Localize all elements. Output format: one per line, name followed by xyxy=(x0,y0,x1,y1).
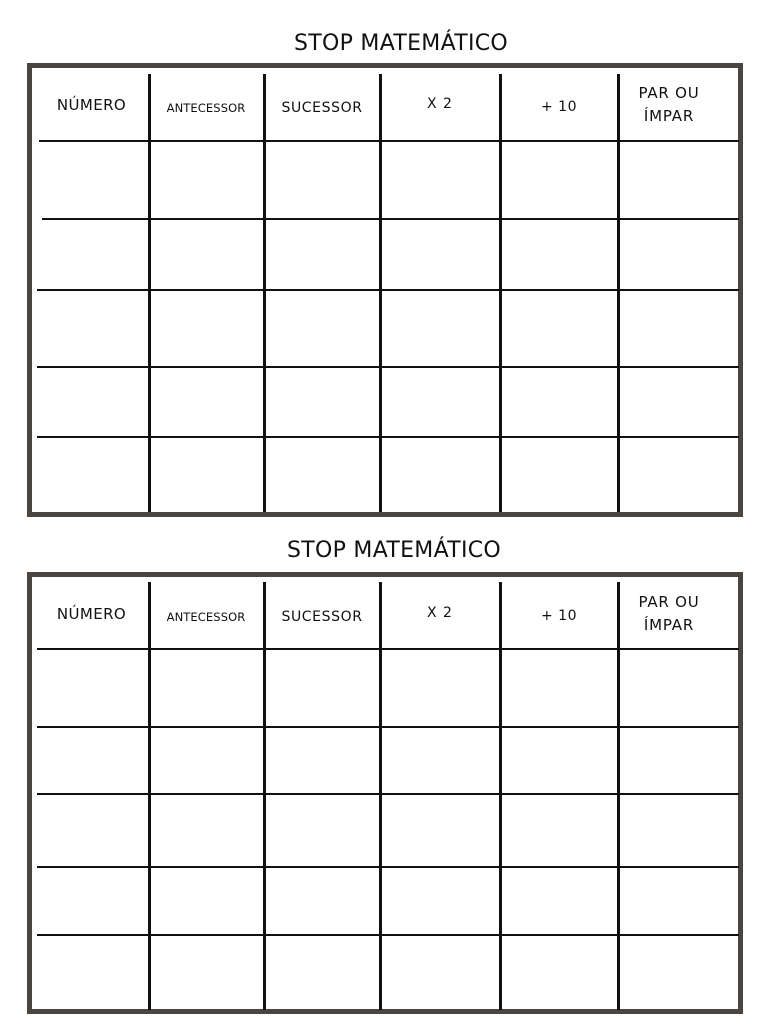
column-header-plus10: + 10 xyxy=(541,99,577,115)
header-divider xyxy=(37,648,739,650)
header-divider xyxy=(39,140,739,142)
column-header-antecessor: ANTECESSOR xyxy=(166,610,246,624)
column-header-x2: X 2 xyxy=(427,96,453,112)
stop-table xyxy=(27,63,743,517)
column-header-plus10: + 10 xyxy=(541,608,577,624)
row-divider xyxy=(37,934,739,936)
column-divider xyxy=(148,582,151,1010)
column-header-par-ou-impar xyxy=(619,591,719,637)
column-header-par-ou-impar xyxy=(619,82,719,128)
column-header-par-line1: PAR OU xyxy=(638,593,700,611)
worksheet-title: STOP MATEMÁTICO xyxy=(286,538,502,563)
column-divider xyxy=(263,582,266,1010)
column-header-par-line2: ÍMPAR xyxy=(643,616,695,634)
row-divider xyxy=(37,289,739,291)
stop-table xyxy=(27,572,743,1014)
column-divider xyxy=(379,582,382,1010)
row-divider xyxy=(37,726,739,728)
column-divider xyxy=(617,582,620,1010)
row-divider xyxy=(42,218,739,220)
column-header-par-line1: PAR OU xyxy=(638,84,700,102)
row-divider xyxy=(37,366,739,368)
row-divider xyxy=(37,866,739,868)
column-divider xyxy=(499,582,502,1010)
column-header-sucessor: SUCESSOR xyxy=(281,100,363,116)
column-header-sucessor: SUCESSOR xyxy=(281,609,363,625)
row-divider xyxy=(37,793,739,795)
row-divider xyxy=(37,436,739,438)
column-header-x2: X 2 xyxy=(427,605,453,621)
column-header-numero: NÚMERO xyxy=(56,605,127,623)
column-header-antecessor: ANTECESSOR xyxy=(166,101,246,115)
worksheet-title: STOP MATEMÁTICO xyxy=(293,31,509,56)
column-header-par-line2: ÍMPAR xyxy=(643,107,695,125)
column-header-numero: NÚMERO xyxy=(56,96,127,114)
